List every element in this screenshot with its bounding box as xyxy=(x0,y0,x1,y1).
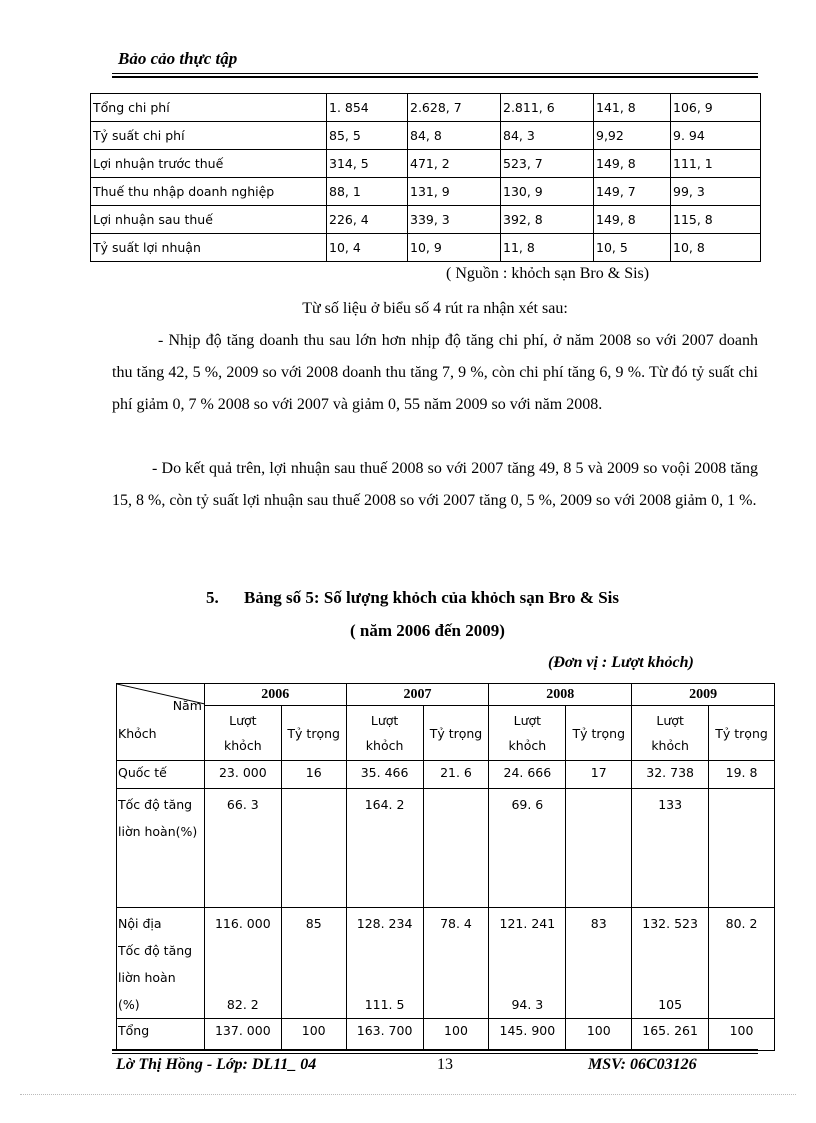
table-row xyxy=(91,178,761,206)
unit-note: (Đơn vị : Lượt khỏch) xyxy=(548,654,694,671)
table-cell: 131, 9 xyxy=(408,178,501,206)
table-row xyxy=(117,908,775,1019)
row-label-line: (%) xyxy=(118,997,140,1012)
table-cell: 10, 4 xyxy=(327,234,408,262)
table-cell: 11, 8 xyxy=(501,234,594,262)
table-cell: 165. 261 xyxy=(632,1019,709,1051)
table-cell: 100 xyxy=(281,1019,346,1051)
corner-diagonal xyxy=(117,684,205,758)
table-cell: 149, 7 xyxy=(594,178,671,206)
growth-rate: 94. 3 xyxy=(511,997,544,1012)
col-header-line: khỏch xyxy=(365,738,404,753)
table-row xyxy=(117,1019,775,1051)
guest-count: 128. 234 xyxy=(356,916,413,931)
table-row xyxy=(117,761,775,789)
row-label: Quốc tế xyxy=(117,761,205,789)
col-header-ty-trong: Tỷ trọng xyxy=(423,706,489,761)
table-cell: 2.811, 6 xyxy=(501,94,594,122)
growth-rate: 105 xyxy=(658,997,683,1012)
table-cell: 133 xyxy=(632,789,709,908)
table-cell: 85, 5 xyxy=(327,122,408,150)
col-header-luot-khach xyxy=(346,706,423,761)
table-cell: 100 xyxy=(566,1019,632,1051)
year-header: 2008 xyxy=(489,684,632,706)
col-header-luot-khach xyxy=(204,706,281,761)
table-cell: 164. 2 xyxy=(346,789,423,908)
table-cell xyxy=(204,908,281,1019)
col-header-line: Lượt xyxy=(656,713,684,728)
table-cell: 111, 1 xyxy=(671,150,761,178)
table-row xyxy=(91,150,761,178)
header-title: Bảo cảo thực tập xyxy=(118,49,238,68)
table-cell: 99, 3 xyxy=(671,178,761,206)
table-cell: 80. 2 xyxy=(709,908,775,1019)
section-title xyxy=(206,588,619,608)
table-cell: 83 xyxy=(566,908,632,1019)
table-cell: 2.628, 7 xyxy=(408,94,501,122)
table-cell-empty xyxy=(709,789,775,908)
year-header: 2007 xyxy=(346,684,489,706)
table-cell xyxy=(489,908,566,1019)
guest-table xyxy=(116,683,775,1051)
table-cell: 10, 9 xyxy=(408,234,501,262)
table-cell: 23. 000 xyxy=(204,761,281,789)
guest-count: 116. 000 xyxy=(214,916,271,931)
table-cell: 392, 8 xyxy=(501,206,594,234)
table-cell: 78. 4 xyxy=(423,908,489,1019)
table-cell: 10, 5 xyxy=(594,234,671,262)
table-cell: 149, 8 xyxy=(594,206,671,234)
footer-student-id: MSV: 06C03126 xyxy=(588,1056,697,1073)
table-cell: 106, 9 xyxy=(671,94,761,122)
footer-rule-thick xyxy=(112,1049,758,1051)
table-cell: 17 xyxy=(566,761,632,789)
table-cell: 100 xyxy=(709,1019,775,1051)
col-header-line: khỏch xyxy=(508,738,547,753)
section-number: 5. xyxy=(206,588,219,607)
table-row xyxy=(91,234,761,262)
row-label: Lợi nhuận trước thuế xyxy=(91,150,327,178)
table-cell-empty xyxy=(566,789,632,908)
col-header-luot-khach xyxy=(632,706,709,761)
header-rule xyxy=(112,73,758,74)
table-cell: 66. 3 xyxy=(204,789,281,908)
row-label-line: liờn hoàn(%) xyxy=(118,824,198,839)
row-label xyxy=(117,789,205,908)
growth-rate: 82. 2 xyxy=(226,997,259,1012)
guest-count: 121. 241 xyxy=(499,916,556,931)
table-cell: 137. 000 xyxy=(204,1019,281,1051)
table-cell: 84, 8 xyxy=(408,122,501,150)
source-note: ( Nguồn : khỏch sạn Bro & Sis) xyxy=(446,265,650,282)
table-cell xyxy=(346,908,423,1019)
footer-rule xyxy=(112,1053,758,1054)
table-cell: 32. 738 xyxy=(632,761,709,789)
row-label: Tỷ suất lợi nhuận xyxy=(91,234,327,262)
row-label: Tổng chi phí xyxy=(91,94,327,122)
table-cell: 523, 7 xyxy=(501,150,594,178)
row-label: Lợi nhuận sau thuế xyxy=(91,206,327,234)
row-label-line: liờn hoàn xyxy=(118,970,176,985)
row-label: Tổng xyxy=(117,1019,205,1051)
footer-author: Lờ Thị Hồng - Lớp: DL11_ 04 xyxy=(116,1056,317,1073)
section-subtitle: ( năm 2006 đến 2009) xyxy=(350,621,505,640)
col-header-line: khỏch xyxy=(651,738,689,753)
table-cell: 88, 1 xyxy=(327,178,408,206)
col-header-ty-trong: Tỷ trọng xyxy=(709,706,775,761)
page-number: 13 xyxy=(437,1056,453,1073)
table-cell: 16 xyxy=(281,761,346,789)
table-row xyxy=(91,122,761,150)
table-cell: 314, 5 xyxy=(327,150,408,178)
paragraph-2: - Do kết quả trên, lợi nhuận sau thuế 2008 so với 2007 tăng 49, 8 5 và 2009 so voội 2008 tăng 15, 8 %, còn tỷ suất lợi nhuận sau thuế 2008 so với 2007 tăng 0, 5 %, 2009 so với 2008 giảm 0, 1 %. xyxy=(112,460,758,509)
table-cell: 19. 8 xyxy=(709,761,775,789)
table-cell: 149, 8 xyxy=(594,150,671,178)
header-rule-thick xyxy=(112,76,758,78)
col-header-line: Lượt xyxy=(370,713,399,728)
table-cell: 85 xyxy=(281,908,346,1019)
guest-count: 132. 523 xyxy=(642,916,698,931)
financial-table xyxy=(90,93,761,262)
year-header: 2006 xyxy=(204,684,346,706)
table-cell: 145. 900 xyxy=(489,1019,566,1051)
table-cell: 21. 6 xyxy=(423,761,489,789)
row-label-line: Nội địa xyxy=(118,916,162,931)
paragraph-intro: Từ số liệu ở biểu số 4 rút ra nhận xét sau: xyxy=(302,300,568,317)
col-header-line: Lượt xyxy=(229,713,257,728)
row-label-line: Tốc độ tăng xyxy=(118,943,193,958)
table-cell: 10, 8 xyxy=(671,234,761,262)
year-header: 2009 xyxy=(632,684,775,706)
table-cell: 163. 700 xyxy=(346,1019,423,1051)
table-cell-empty xyxy=(423,789,489,908)
table-cell: 9,92 xyxy=(594,122,671,150)
table-row xyxy=(91,94,761,122)
section-title-text: Bảng số 5: Số lượng khỏch của khỏch sạn Bro & Sis xyxy=(244,588,619,607)
growth-rate: 111. 5 xyxy=(364,997,405,1012)
table-cell: 24. 666 xyxy=(489,761,566,789)
table-cell: 69. 6 xyxy=(489,789,566,908)
row-label: Tỷ suất chi phí xyxy=(91,122,327,150)
col-header-line: Lượt xyxy=(513,713,542,728)
table-cell: 226, 4 xyxy=(327,206,408,234)
table-cell: 35. 466 xyxy=(346,761,423,789)
table-cell: 141, 8 xyxy=(594,94,671,122)
table-row xyxy=(117,789,775,908)
col-header-line: khỏch xyxy=(224,738,262,753)
table-cell: 9. 94 xyxy=(671,122,761,150)
table-cell: 100 xyxy=(423,1019,489,1051)
table-cell: 84, 3 xyxy=(501,122,594,150)
table-cell xyxy=(632,908,709,1019)
col-header-luot-khach xyxy=(489,706,566,761)
page-edge-dots xyxy=(20,1094,796,1095)
row-label: Thuế thu nhập doanh nghiệp xyxy=(91,178,327,206)
col-header-ty-trong: Tỷ trọng xyxy=(281,706,346,761)
corner-year-label: Năm xyxy=(172,698,202,713)
paragraph-1: - Nhịp độ tăng doanh thu sau lớn hơn nhịp độ tăng chi phí, ở năm 2008 so với 2007 doanh thu tăng 42, 5 %, 2009 so với 2008 doanh thu tăng 7, 9 %, còn chi phí tăng 6, 9 %. Từ đó tỷ suất chi phí giảm 0, 7 % 2008 so với 2007 và giảm 0, 55 năm 2009 so với năm 2008. xyxy=(112,332,758,413)
table-cell: 115, 8 xyxy=(671,206,761,234)
table-corner-header xyxy=(117,684,205,761)
table-cell: 130, 9 xyxy=(501,178,594,206)
table-cell: 1. 854 xyxy=(327,94,408,122)
table-cell: 339, 3 xyxy=(408,206,501,234)
corner-guest-label: Khỏch xyxy=(118,726,157,741)
col-header-ty-trong: Tỷ trọng xyxy=(566,706,632,761)
table-cell-empty xyxy=(281,789,346,908)
table-row xyxy=(91,206,761,234)
row-label xyxy=(117,908,205,1019)
row-label-line: Tốc độ tăng xyxy=(118,797,193,812)
table-cell: 471, 2 xyxy=(408,150,501,178)
